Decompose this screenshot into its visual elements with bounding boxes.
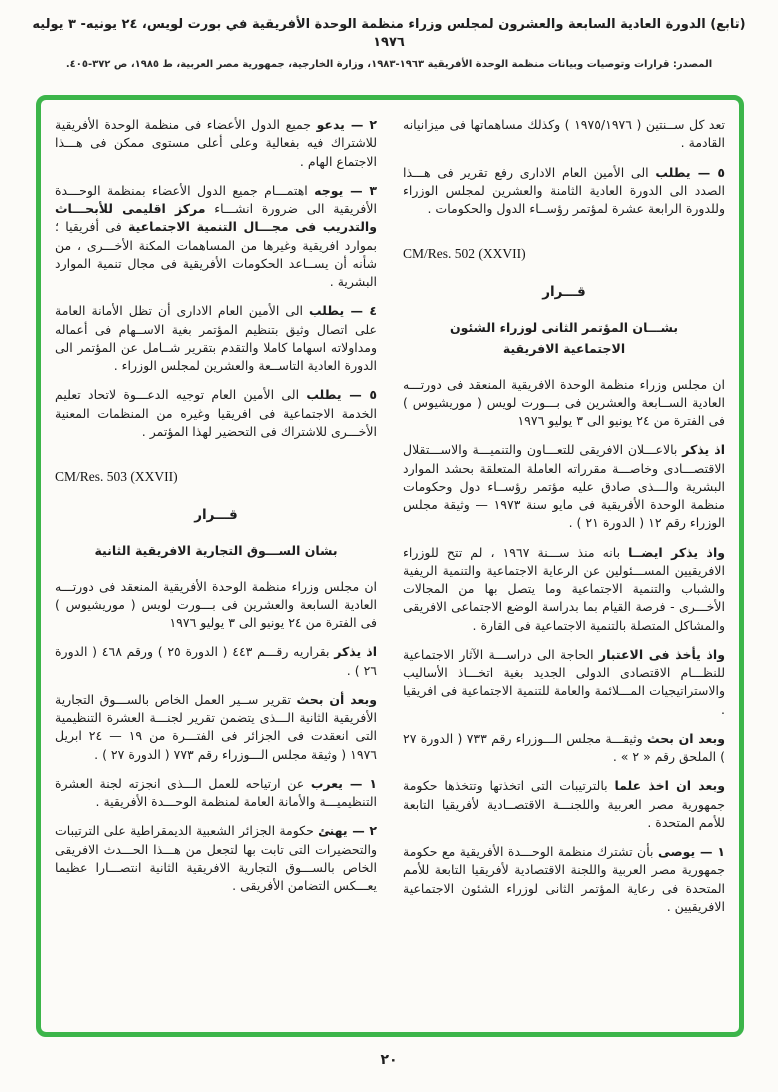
paragraph-text: بالترتيبات التى اتخذتها وتتخذها حكومة جمهورية مصر العربية واللجنـــة الاقتصــادية لأفريقيا التابعة للأمم المتحدة . [403,778,725,830]
paragraph-lead: ١ — يعرب [310,775,377,791]
paragraph-lead: ٤ — يطلب [308,303,377,319]
paragraph-text: فى أفريقيا ؛ بموارد افريقية وغيرها من المساهمات المكنة الأخـــرى ، من شأنه أن يســاعد الحكومات الأفريقية فى مجال تنمية الموارد البشرية . [55,219,377,289]
paragraph-lead: ٣ — يوجه [314,182,377,198]
paragraph [403,441,725,532]
document-title: (تابع) الدورة العادية السابعة والعشرون لمجلس وزراء منظمة الوحدة الأفريقية في بورت لويس، ٢٤ يونيه- ٣ يوليه ١٩٧٦ [32,17,746,51]
paragraph [55,691,377,764]
paragraph [55,116,377,171]
paragraph-text: الى الأمين العام توجيه الدعـــوة لاتحاد تعليم الخدمة الاجتماعية فى افريقيا وغيره من المنظمات المعنية الأخـــرى للاشتراك فى التحضير لهذا المؤتمر . [55,387,377,439]
paragraph-lead: ٥ — يطلب [306,387,377,403]
paragraph [403,116,725,153]
paragraph-text: اهتمـــام جميع الدول الأعضاء بمنظمة الوحـــدة الأفريقية الى ضرورة انشـــاء [55,182,377,216]
paragraph [55,182,377,292]
paragraph [55,302,377,375]
paragraph [55,775,377,812]
paragraph-text: بالاعـــلان الافريقى للتعـــاون والتنميـــة والاســـتقلال الاقتصـــادى وخاصـــة مقرراته العاملة المتعلقة بحشد الموارد البشرية والـــذى صادق عليه مؤتمر رؤســاء دول وحكومات منظمة الوحدة الأفريقية فى مايو سنة ١٩٧٣ — وثيقة مجلس الوزراء رقم ١٢ ( الدورة ٢١ ) . [403,442,725,531]
paragraph-text: تقرير ســير العمل الخاص بالســـوق التجارية الأفريقية الثانية الـــذى يتضمن تقرير لجنـــة العشرة التنظيمية التى انعقدت فى الجزائر فى الفتـــرة من ١٩ — ٢٤ ابريل ١٩٧٦ ( وثيقة مجلس الـــوزراء رقم ٧٧٣ ( الدورة ٢٧ ) . [55,691,377,762]
paragraph-lead: ٢ — يدعو [316,117,377,132]
resolution-subtitle: بشان الســـوق التجارية الافريقية الثانية [94,543,338,558]
paragraph-text: الى الأمين العام الادارى رفع تقرير فى هـــذا الصدد الى الدورة العادية الثامنة والعشرين لمجلس الوزراء وللدورة الرابعة عشرة لمؤتمر رؤســاء الدول والحكومات . [403,164,725,216]
paragraph [403,646,725,719]
paragraph-lead: ١ — يوصى [657,844,725,859]
paragraph-text: حكومة الجزائر الشعبية الديمقراطية على الترتيبات والتحضيرات التى تابت بها لتجعل من هـــذا الحـــدث الافريقى الخاص بالســـوق التجارية الافريقية الثانية انتصـــارا عظيما يعـــكس التضامن الأفريقى . [55,823,377,894]
paragraph-lead: ٥ — يطلب [655,164,725,180]
paragraph-lead: واذ يذكر ايضــا [628,544,725,560]
resolution-code: CM/Res. 503 (XXVII) [55,469,178,484]
paragraph [55,386,377,441]
paragraph-lead: وبعد أن بحث [296,691,377,707]
column-right [403,116,725,1016]
paragraph-lead: واذ يأخذ فى الاعتبار [598,646,725,662]
document-source-line: المصدر: قرارات وتوصيات وبيانات منظمة الوحدة الأفريقية ١٩٦٣-١٩٨٣، وزارة الخارجية، جمهورية مصر العربية، ط ١٩٨٥، ص ٣٧٢-٤٠٥. [65,59,713,71]
paragraph-text: الى الأمين العام الادارى أن تظل الأمانة العامة على اتصال وثيق بتنظيم المؤتمر بغية الاســهام فى أعماله ومداولاته اسهاما كاملا والتقدم بتقرير شــامل عن المؤتمر الى الدورة العادية التاســعة والعشرين لمجلس الوزراء . [55,303,377,373]
paragraph [403,164,725,219]
paragraph [403,730,725,767]
paragraph-text: عن ارتياحه للعمل الـــذى انجزته لجنة العشرة التنظيميـــة والأمانة العامة لمنظمة الوحـــدة الأفريقية . [55,775,377,810]
paragraph [55,822,377,895]
paragraph [55,643,377,680]
paragraph [403,843,725,916]
paragraph-text: تعد كل ســنتين ( ١٩٧٥/١٩٧٦ ) وكذلك مساهماتها فى ميزانيانه القادمة . [403,117,725,151]
paragraph-bold-phrase: مركز اقليمى للأبحـــاث والتدريب فى مجـــال التنمية الاجتماعية [55,201,377,235]
paragraph [403,544,725,635]
resolution-code: CM/Res. 502 (XXVII) [403,246,526,262]
paragraph-text: بانه منذ ســـنة ١٩٦٧ ، لم تتح للوزراء الافريقيين المســـئولين عن الرعاية الاجتماعية والتنمية الريفية والشباب والتنمية الاجتماعية وما يتصل بها من المجالات الأخـــرى - فرصة القيام بما بدراسة الوضع الاجتماعى الافريقى والمشاكل المتصلة بالتنمية الاجتماعية فى القارة . [403,544,725,633]
paragraph-text: ان مجلس وزراء منظمة الوحدة الأفريقية المنعقد فى دورتـــه العادية السابعة والعشرين فى بـــورت لويس ( موريشيوس ) فى الفترة من ٢٤ يونيو الى ٣ يوليو ١٩٧٦ [55,578,377,631]
paragraph-lead: وبعد ان بحث [647,730,725,746]
paragraph [403,376,725,431]
paragraph-text: الحاجة الى دراســـة الآثار الاجتماعية للنظـــام الاقتصادى الدولى الجديد بغية اتخـــاذ الأساليب والاستراتيجيات المـــلائمة والعامة للتنمية الاجتماعية فى افريقيا . [403,646,725,717]
paragraph-lead: وبعد ان اخذ علما [614,778,725,794]
resolution-title: قـــرار [194,507,238,523]
paragraph [403,777,725,832]
paragraph-text: وثيقـــة مجلس الـــوزراء رقم ٧٣٣ ( الدورة ٢٧ ) الملحق رقم « ٢ » . [403,730,725,764]
paragraph-text: جميع الدول الأعضاء فى منظمة الوحدة الأفريقية للاشتراك فيه بفعالية وعلى أعلى مستوى ممكن فى هـــذا الاجتماع الهام . [55,117,377,169]
paragraph-text: بقراريه رقـــم ٤٤٣ ( الدورة ٢٥ ) ورقم ٤٦٨ ( الدورة ٢٦ ) . [55,644,377,678]
paragraph-text: ان مجلس وزراء منظمة الوحدة الافريقية المنعقد فى دورتـــه العادية الســابعة والعشرين فى بـــورت لويس ( موريشيوس ) فى الفترة من ٢٤ يونيو الى ٣ يوليو ١٩٧٦ [403,376,725,428]
paragraph-lead: ٢ — يهنئ [318,823,377,839]
two-column-layout [41,100,739,1032]
column-left [55,116,377,1016]
document-header [30,16,748,70]
page-number: ٢٠ [380,1052,398,1068]
resolution-title: قـــرار [542,284,586,301]
resolution-subtitle: بشـــان المؤتمر الثانى لوزراء الشئون الاجتماعية الافريقية [449,320,679,356]
paragraph [55,578,377,633]
paragraph-lead: اذ يذكر [334,644,377,660]
green-highlight-frame [36,95,744,1037]
paragraph-lead: اذ يذكر [682,442,725,458]
paragraph-text: بأن تشترك منظمة الوحـــدة الأفريقية مع حكومة جمهورية مصر العربية واللجنة الاقتصادية لأفريقيا التابعة للأمم المتحدة فى رعاية المؤتمر الثانى لوزراء الشئون الاجتماعية الافريقيين . [403,844,725,914]
